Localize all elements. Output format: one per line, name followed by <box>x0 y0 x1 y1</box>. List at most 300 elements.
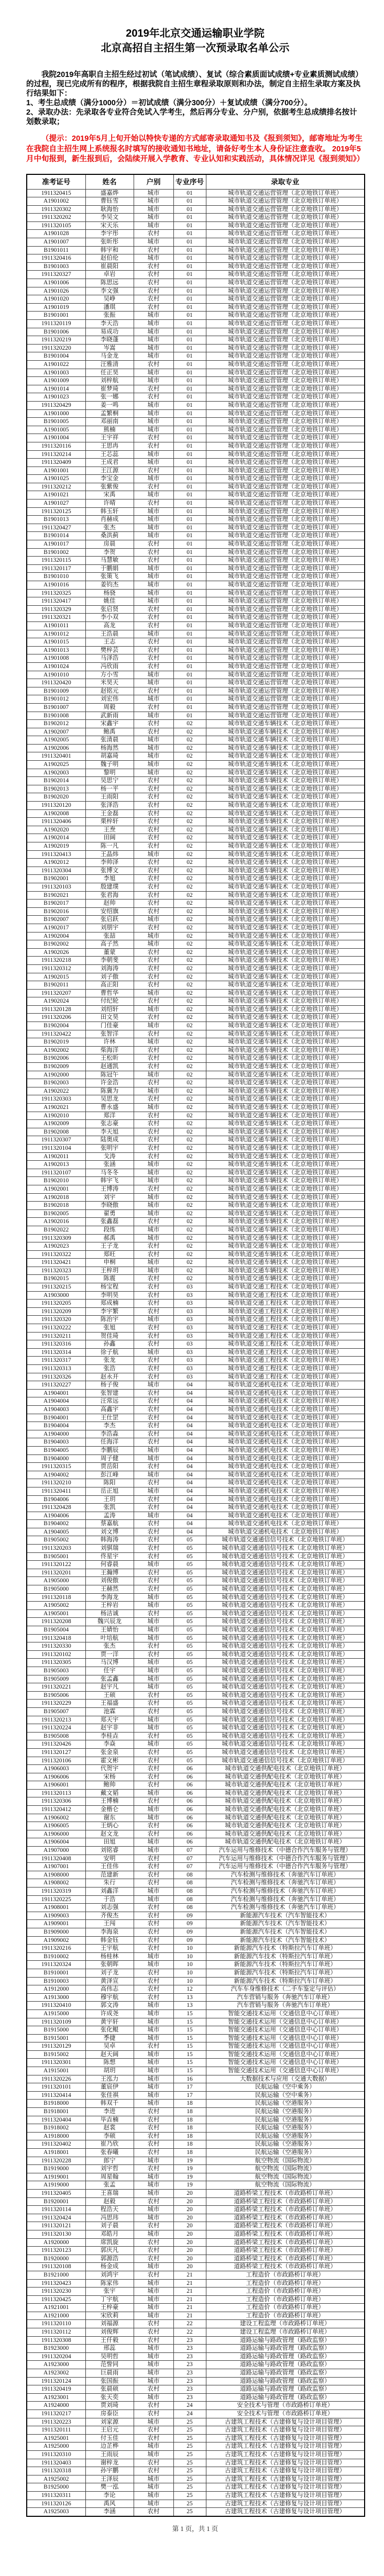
table-row <box>27 2100 365 2108</box>
major-code-cell: 20 <box>173 2230 206 2238</box>
candidate-number-cell: 1911320312 <box>27 964 85 973</box>
name-cell: 张金泉 <box>85 1748 134 1757</box>
major-cell: 城市轨道交通运营管理（北京地铁订单班） <box>206 638 365 647</box>
hukou-cell: 农村 <box>134 1373 173 1381</box>
table-row <box>27 1536 365 1545</box>
candidate-number-cell: A1901028 <box>27 230 85 238</box>
candidate-number-cell: 1911320216 <box>27 1945 85 1953</box>
name-cell: 李旭 <box>85 875 134 883</box>
table-row <box>27 907 365 916</box>
major-code-cell: 02 <box>173 850 206 859</box>
name-cell: 李论 <box>85 2491 134 2500</box>
name-cell: 宋杨 <box>85 1773 134 1781</box>
table-row <box>27 1985 365 1994</box>
name-cell: 刘子傲 <box>85 973 134 981</box>
hukou-cell: 农村 <box>134 1552 173 1561</box>
candidate-number-cell: A1901017 <box>27 540 85 549</box>
hukou-cell: 农村 <box>134 1218 173 1226</box>
major-code-cell: 25 <box>173 2467 206 2475</box>
hukou-cell: 农村 <box>134 1307 173 1316</box>
major-code-cell: 10 <box>173 1969 206 1977</box>
table-row <box>27 1275 365 1283</box>
candidate-number-cell: B1902017 <box>27 900 85 908</box>
table-row <box>27 434 365 442</box>
major-cell: 道路运输与路政管理（路政监察） <box>206 2393 365 2402</box>
hukou-cell: 农村 <box>134 842 173 851</box>
hukou-cell: 农村 <box>134 1120 173 1128</box>
hukou-cell: 城市 <box>134 2018 173 2026</box>
major-cell: 城市轨道交通工程技术（北京地铁订单班） <box>206 1283 365 1292</box>
hukou-cell: 城市 <box>134 630 173 638</box>
table-row <box>27 1969 365 1977</box>
name-cell: 李晓蓬 <box>85 336 134 345</box>
name-cell: 宋鑫宇 <box>85 720 134 728</box>
table-row <box>27 532 365 540</box>
table-row <box>27 2009 365 2018</box>
major-cell: 城市轨道交通工程技术（北京地铁订单班） <box>206 1340 365 1349</box>
name-cell: 谢梓龙 <box>85 2459 134 2467</box>
major-code-cell: 02 <box>173 818 206 826</box>
major-cell: 新能源汽车技术（汽车智能技术） <box>206 1928 365 1936</box>
name-cell: 董宸伊 <box>85 2083 134 2092</box>
table-row <box>27 1136 365 1145</box>
table-row <box>27 1618 365 1626</box>
candidate-number-cell: B1902004 <box>27 1022 85 1030</box>
table-row <box>27 499 365 508</box>
table-row <box>27 924 365 932</box>
candidate-number-cell: 1911320314 <box>27 1348 85 1357</box>
candidate-number-cell: A1906001 <box>27 1781 85 1790</box>
hukou-cell: 农村 <box>134 1128 173 1136</box>
hukou-cell: 农村 <box>134 1928 173 1936</box>
major-code-cell: 01 <box>173 573 206 581</box>
candidate-number-cell: 1911320109 <box>27 2018 85 2026</box>
table-row <box>27 1487 365 1495</box>
table-row <box>27 1724 365 1733</box>
major-cell: 古建筑工程技术（古建修复与设计项目管理） <box>206 2467 365 2475</box>
name-cell: 谢东 <box>85 1814 134 1822</box>
major-code-cell: 01 <box>173 197 206 206</box>
major-code-cell: 10 <box>173 1945 206 1953</box>
major-cell: 城市轨道交通车辆技术（北京地铁订单班） <box>206 826 365 834</box>
major-cell: 航空物流（国际物流） <box>206 2181 365 2190</box>
table-row <box>27 761 365 769</box>
candidate-number-cell: B1905000 <box>27 1585 85 1594</box>
name-cell: 殷建璞 <box>85 883 134 891</box>
name-cell: 郑成楠 <box>85 1300 134 1308</box>
candidate-number-cell: B1915002 <box>27 2050 85 2059</box>
name-cell: 熊楠 <box>85 426 134 434</box>
name-cell: 冯思玮 <box>85 2214 134 2222</box>
hukou-cell: 农村 <box>134 2459 173 2467</box>
major-code-cell: 21 <box>173 2279 206 2288</box>
major-cell: 城市轨道交通机电技术（北京地铁订单班） <box>206 1397 365 1406</box>
major-code-cell: 02 <box>173 1079 206 1087</box>
name-cell: 张紫俊 <box>85 483 134 491</box>
name-cell: 肖赫成 <box>85 516 134 524</box>
hukou-cell: 城市 <box>134 1952 173 1961</box>
table-row <box>27 507 365 516</box>
major-code-cell: 05 <box>173 1602 206 1610</box>
major-cell: 城市轨道交通供配电技术（北京地铁订单班） <box>206 1814 365 1822</box>
candidate-number-cell: A1904003 <box>27 1405 85 1414</box>
table-row <box>27 2026 365 2035</box>
major-cell: 城市轨道交通车辆技术（北京地铁订单班） <box>206 964 365 973</box>
name-cell: 陈想 <box>85 2059 134 2067</box>
major-code-cell: 05 <box>173 1659 206 1667</box>
major-code-cell: 02 <box>173 1087 206 1095</box>
candidate-number-cell: 1911320319 <box>27 1887 85 1896</box>
hukou-cell: 城市 <box>134 2214 173 2222</box>
table-row <box>27 1748 365 1757</box>
hukou-cell: 农村 <box>134 2434 173 2442</box>
hukou-cell: 农村 <box>134 1912 173 1920</box>
name-cell: 许晴 <box>85 499 134 508</box>
major-cell: 城市轨道交通工程技术（北京地铁订单班） <box>206 1348 365 1357</box>
major-code-cell: 01 <box>173 516 206 524</box>
name-cell: 李杰 <box>85 1422 134 1430</box>
table-row <box>27 1830 365 1838</box>
table-row <box>27 385 365 393</box>
major-cell: 城市轨道交通通信信号技术（北京地铁订单班） <box>206 1561 365 1569</box>
major-code-cell: 03 <box>173 1357 206 1365</box>
hukou-cell: 农村 <box>134 1430 173 1438</box>
candidate-number-cell: B1901008 <box>27 712 85 720</box>
admission-table-body <box>27 189 365 2516</box>
name-cell: 禹风 <box>85 2500 134 2508</box>
major-cell: 古建筑工程技术（古建修复与设计项目管理） <box>206 2500 365 2508</box>
candidate-number-cell: 1911320305 <box>27 1659 85 1667</box>
name-cell: 张启贤 <box>85 605 134 614</box>
candidate-number-cell: 1911320208 <box>27 1618 85 1626</box>
major-cell: 城市轨道交通运营管理（北京地铁订单班） <box>206 352 365 361</box>
major-cell: 城市轨道交通运营管理（北京地铁订单班） <box>206 238 365 247</box>
table-row <box>27 442 365 450</box>
hukou-cell: 城市 <box>134 2500 173 2508</box>
name-cell: 王瀚博 <box>85 1569 134 1577</box>
hukou-cell: 农村 <box>134 262 173 271</box>
name-cell: 曹哲华 <box>85 989 134 997</box>
hukou-cell: 农村 <box>134 1405 173 1414</box>
major-code-cell: 01 <box>173 614 206 622</box>
name-cell: 于浩 <box>85 1895 134 1904</box>
hukou-cell: 城市 <box>134 2189 173 2197</box>
candidate-number-cell: A1906000 <box>27 1830 85 1838</box>
major-code-cell: 20 <box>173 2255 206 2263</box>
hukou-cell: 农村 <box>134 1536 173 1545</box>
name-cell: 陈家伟 <box>85 2279 134 2288</box>
table-row <box>27 369 365 377</box>
candidate-number-cell: A1908002 <box>27 1879 85 1887</box>
table-row <box>27 393 365 402</box>
major-cell: 道路桥梁工程技术（市政路桥订单班） <box>206 2189 365 2197</box>
table-row <box>27 859 365 867</box>
candidate-number-cell: A1901003 <box>27 369 85 377</box>
candidate-number-cell: 1911320302 <box>27 205 85 214</box>
name-cell: 姚佳 <box>85 597 134 606</box>
table-row <box>27 377 365 385</box>
name-cell: 邢蕊 <box>85 2345 134 2353</box>
major-cell: 城市轨道交通车辆技术（北京地铁订单班） <box>206 761 365 769</box>
table-row <box>27 1128 365 1136</box>
major-code-cell: 15 <box>173 2034 206 2042</box>
table-row <box>27 2393 365 2402</box>
hukou-cell: 城市 <box>134 418 173 426</box>
table-row <box>27 1120 365 1128</box>
candidate-number-cell: A1901000 <box>27 409 85 418</box>
table-row <box>27 1700 365 1708</box>
major-cell: 新能源汽车技术（特斯拉汽车订单班） <box>206 1952 365 1961</box>
major-cell: 航空物流（国际物流） <box>206 2157 365 2165</box>
name-cell: 刘骐瑞 <box>85 1545 134 1553</box>
table-row <box>27 2034 365 2042</box>
hukou-cell: 农村 <box>134 2222 173 2230</box>
candidate-number-cell: 1911320309 <box>27 1234 85 1242</box>
name-cell: 吴思龙 <box>85 1095 134 1104</box>
hukou-cell: 城市 <box>134 2345 173 2353</box>
major-code-cell: 24 <box>173 2402 206 2410</box>
major-cell: 城市轨道交通机电技术（北京地铁订单班） <box>206 1446 365 1454</box>
major-cell: 民航运输（空港服务） <box>206 2108 365 2116</box>
major-cell: 城市轨道交通运营管理（北京地铁订单班） <box>206 418 365 426</box>
table-row <box>27 752 365 761</box>
major-cell: 道路运输与路政管理（路政监察） <box>206 2336 365 2345</box>
major-cell: 城市轨道交通运营管理（北京地铁订单班） <box>206 189 365 197</box>
name-cell: 赵文龙 <box>85 1830 134 1838</box>
major-cell: 城市轨道交通车辆技术（北京地铁订单班） <box>206 1038 365 1047</box>
major-code-cell: 01 <box>173 214 206 222</box>
major-cell: 智能交通技术运用（交通信息中心订单班） <box>206 2034 365 2042</box>
hukou-cell: 农村 <box>134 1357 173 1365</box>
candidate-number-cell: 1911320108 <box>27 2263 85 2271</box>
candidate-number-cell: A1907000 <box>27 1847 85 1855</box>
major-cell: 道路运输与路政管理（路政监察） <box>206 2385 365 2394</box>
name-cell: 胡玥 <box>85 2067 134 2075</box>
table-row <box>27 1504 365 1512</box>
major-cell: 古建筑工程技术（古建修复与设计项目管理） <box>206 2450 365 2459</box>
candidate-number-cell: B1905001 <box>27 1552 85 1561</box>
major-code-cell: 02 <box>173 809 206 818</box>
name-cell: 高正阳 <box>85 981 134 990</box>
candidate-number-cell: A1901005 <box>27 426 85 434</box>
hukou-cell: 城市 <box>134 695 173 704</box>
hukou-cell: 农村 <box>134 1463 173 1471</box>
table-row <box>27 1005 365 1014</box>
major-cell: 古建筑工程技术（古建修复与设计项目管理） <box>206 2442 365 2451</box>
hukou-cell: 农村 <box>134 728 173 736</box>
table-row <box>27 1177 365 1185</box>
major-code-cell: 25 <box>173 2450 206 2459</box>
name-cell: 穆宇航 <box>85 1993 134 2002</box>
name-cell: 黎明 <box>85 769 134 777</box>
candidate-number-cell: B1902012 <box>27 720 85 728</box>
hukou-cell: 城市 <box>134 989 173 997</box>
table-row <box>27 279 365 287</box>
major-cell: 城市轨道交通运营管理（北京地铁订单班） <box>206 671 365 679</box>
major-cell: 城市轨道交通运营管理（北京地铁订单班） <box>206 312 365 320</box>
table-row <box>27 262 365 271</box>
major-cell: 城市轨道交通工程技术（北京地铁订单班） <box>206 1332 365 1340</box>
candidate-number-cell: 1911320129 <box>27 2042 85 2051</box>
candidate-number-cell: B1901006 <box>27 328 85 336</box>
major-cell: 安全技术与管理（市政路桥订单班） <box>206 2410 365 2418</box>
table-row <box>27 1348 365 1357</box>
name-cell: 张博文 <box>85 867 134 875</box>
hukou-cell: 城市 <box>134 761 173 769</box>
table-row <box>27 1904 365 1912</box>
note-admission-method: 2、录取办法：先录取各专业符合免试入学考生，然后再分专业、分户别，依据考生总成绩排名按计划数录取； <box>26 108 357 126</box>
major-cell: 城市轨道交通运营管理（北京地铁订单班） <box>206 630 365 638</box>
major-cell: 城市轨道交通供配电技术（北京地铁订单班） <box>206 1830 365 1838</box>
hukou-cell: 城市 <box>134 2230 173 2238</box>
candidate-number-cell: B1902018 <box>27 1202 85 1210</box>
name-cell: 张一娜 <box>85 393 134 402</box>
table-row <box>27 793 365 802</box>
major-code-cell: 01 <box>173 434 206 442</box>
candidate-number-cell: A1904001 <box>27 1389 85 1397</box>
table-row <box>27 1545 365 1553</box>
major-code-cell: 16 <box>173 2075 206 2083</box>
name-cell: 王雨阳 <box>85 793 134 802</box>
name-cell: 韩金钰 <box>85 1936 134 1945</box>
hukou-cell: 农村 <box>134 1585 173 1594</box>
major-code-cell: 08 <box>173 1879 206 1887</box>
table-row <box>27 1226 365 1234</box>
major-code-cell: 05 <box>173 1634 206 1642</box>
table-row <box>27 2459 365 2467</box>
hukou-cell: 城市 <box>134 2377 173 2385</box>
name-cell: 陆奥成 <box>85 1136 134 1145</box>
table-row <box>27 662 365 671</box>
major-code-cell: 09 <box>173 1936 206 1945</box>
table-row <box>27 850 365 859</box>
hukou-cell: 城市 <box>134 516 173 524</box>
name-cell: 季捷 <box>85 2034 134 2042</box>
major-cell: 城市轨道交通运营管理（北京地铁订单班） <box>206 557 365 565</box>
hukou-cell: 农村 <box>134 548 173 557</box>
name-cell: 王婧怡 <box>85 1626 134 1635</box>
table-row <box>27 1765 365 1773</box>
candidate-number-cell: A1902009 <box>27 1120 85 1128</box>
major-code-cell: 05 <box>173 1552 206 1561</box>
major-cell: 工程造价（市政路桥订单班） <box>206 2295 365 2304</box>
candidate-number-cell: B1904003 <box>27 1438 85 1447</box>
major-code-cell: 23 <box>173 2336 206 2345</box>
name-cell: 张春曦 <box>85 2149 134 2157</box>
table-row <box>27 312 365 320</box>
candidate-number-cell: B1902003 <box>27 1079 85 1087</box>
table-row <box>27 1552 365 1561</box>
name-cell: 蔡嘉航 <box>85 1520 134 1528</box>
major-code-cell: 01 <box>173 279 206 287</box>
table-row <box>27 1626 365 1635</box>
candidate-number-cell: 1911320413 <box>27 850 85 859</box>
major-cell: 城市轨道交通车辆技术（北京地铁订单班） <box>206 1259 365 1267</box>
table-row <box>27 1822 365 1830</box>
major-code-cell: 02 <box>173 1054 206 1063</box>
hukou-cell: 城市 <box>134 1814 173 1822</box>
candidate-number-cell: A1904005 <box>27 1528 85 1536</box>
name-cell: 曹钰雪 <box>85 197 134 206</box>
hukou-cell: 城市 <box>134 712 173 720</box>
candidate-number-cell: 1911320424 <box>27 2214 85 2222</box>
hukou-cell: 农村 <box>134 1520 173 1528</box>
hukou-cell: 农村 <box>134 2402 173 2410</box>
major-code-cell: 01 <box>173 654 206 663</box>
table-row <box>27 1357 365 1365</box>
name-cell: 张浩 <box>85 1365 134 1373</box>
table-row <box>27 1104 365 1112</box>
major-code-cell: 01 <box>173 712 206 720</box>
candidate-number-cell: B1905002 <box>27 1536 85 1545</box>
hukou-cell: 农村 <box>134 2247 173 2255</box>
table-row <box>27 2352 365 2361</box>
hukou-cell: 农村 <box>134 2116 173 2124</box>
hukou-cell: 农村 <box>134 2197 173 2206</box>
table-row <box>27 1112 365 1120</box>
major-cell: 建设工程监理（市政路桥订单班） <box>206 2320 365 2328</box>
candidate-number-cell: 1911320127 <box>27 1748 85 1757</box>
major-cell: 城市轨道交通运营管理（北京地铁订单班） <box>206 377 365 385</box>
table-row <box>27 1014 365 1022</box>
name-cell: 安明 <box>85 1855 134 1863</box>
major-code-cell: 01 <box>173 621 206 630</box>
major-code-cell: 21 <box>173 2304 206 2312</box>
major-code-cell: 02 <box>173 1275 206 1283</box>
name-cell: 盛嘉烨 <box>85 189 134 197</box>
candidate-number-cell: 1911320311 <box>27 2491 85 2500</box>
major-cell: 城市轨道交通通信信号技术（北京地铁订单班） <box>206 1675 365 1683</box>
candidate-number-cell: A1905002 <box>27 1602 85 1610</box>
major-cell: 城市轨道交通工程技术（北京地铁订单班） <box>206 1373 365 1381</box>
major-cell: 城市轨道交通机电技术（北京地铁订单班） <box>206 1389 365 1397</box>
major-code-cell: 02 <box>173 1128 206 1136</box>
candidate-number-cell: A1901013 <box>27 646 85 654</box>
major-code-cell: 23 <box>173 2352 206 2361</box>
name-cell: 马慧敏 <box>85 557 134 565</box>
candidate-number-cell: 1911320428 <box>27 1504 85 1512</box>
hukou-cell: 城市 <box>134 1667 173 1675</box>
table-row <box>27 1879 365 1887</box>
major-code-cell: 02 <box>173 1250 206 1259</box>
major-code-cell: 25 <box>173 2418 206 2426</box>
hukou-cell: 农村 <box>134 1152 173 1161</box>
name-cell: 武新雨 <box>85 712 134 720</box>
name-cell: 王浩晨 <box>85 630 134 638</box>
hukou-cell: 城市 <box>134 1593 173 1602</box>
hukou-cell: 城市 <box>134 679 173 687</box>
major-code-cell: 15 <box>173 2042 206 2051</box>
hukou-cell: 城市 <box>134 2450 173 2459</box>
major-code-cell: 01 <box>173 221 206 230</box>
major-cell: 民航运输（空港服务） <box>206 2132 365 2140</box>
name-cell: 汪常远 <box>85 1397 134 1406</box>
candidate-number-cell: B1920001 <box>27 2197 85 2206</box>
hukou-cell: 城市 <box>134 597 173 606</box>
candidate-number-cell: B1918000 <box>27 2100 85 2108</box>
candidate-number-cell: B1905007 <box>27 1707 85 1716</box>
name-cell: 高子然 <box>85 940 134 949</box>
candidate-number-cell: A1915001 <box>27 2067 85 2075</box>
name-cell: 刘朋宇 <box>85 924 134 932</box>
major-code-cell: 18 <box>173 2124 206 2133</box>
hukou-cell: 农村 <box>134 434 173 442</box>
major-code-cell: 13 <box>173 1993 206 2002</box>
name-cell: 卓岩 <box>85 271 134 279</box>
hukou-cell: 农村 <box>134 1242 173 1251</box>
major-code-cell: 01 <box>173 262 206 271</box>
candidate-number-cell: 1911320122 <box>27 1561 85 1569</box>
